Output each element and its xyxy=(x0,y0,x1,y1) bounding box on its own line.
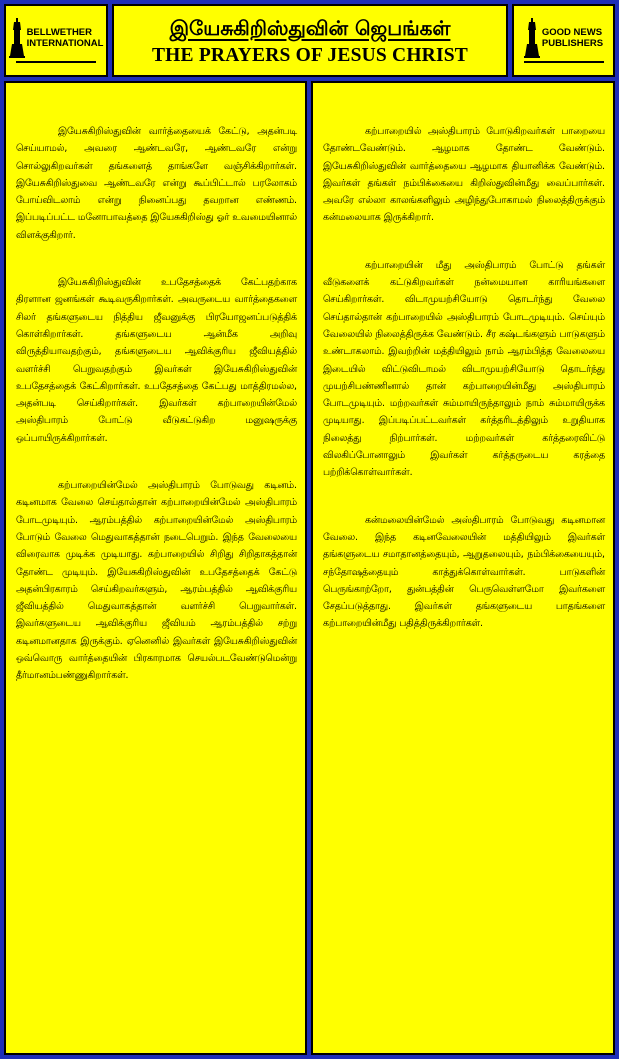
tower-icon xyxy=(524,18,540,58)
paragraph: இயேசுகிறிஸ்துவின் வார்த்தையைக் கேட்டு, அதன்படி செய்யாமல், அவரை ஆண்டவரே, ஆண்டவரே என்று சொல்லுகிறவர்கள் தங்களைத் தாங்களே வஞ்சிக்கிறார்கள். இயேசுகிறிஸ்துவை ஆண்டவரே என்று கூப்பிட்டால் பரலோகம் போய்விடலாம் என்று நினைப்பது தவறான எண்ணம். இப்படிப்பட்ட மனோபாவத்தை இயேசுகிறிஸ்து ஓர் உவமையினால் விளக்குகிறார். xyxy=(16,126,298,241)
right-logo-line1: GOOD NEWS xyxy=(541,27,603,38)
right-logo xyxy=(512,4,615,77)
page-title-english: THE PRAYERS OF JESUS CHRIST xyxy=(151,44,469,66)
page-title-tamil: இயேசுகிறிஸ்துவின் ஜெபங்கள் xyxy=(169,15,451,40)
right-logo-line2: PUBLISHERS xyxy=(541,38,604,49)
paragraph: கற்பாறையில் அஸ்திபாரம் போடுகிறவர்கள் பாறையை தோண்டவேண்டும். ஆழமாக தோண்ட வேண்டும். இயேசுகிறிஸ்துவின் வார்த்தையை ஆழமாக தியானிக்க வேண்டும். இவர்கள் தங்கள் நம்பிக்கையை கிறிஸ்துவின்மீது வைப்பார்கள். அவரே எல்லா காலங்களிலும் அழிந்துபோகாமல் நிலைத்திருக்கும் கன்மலையாக இருக்கிறார். xyxy=(323,126,605,224)
paragraph: இயேசுகிறிஸ்துவின் உபதேசத்தைக் கேட்பதற்காக திரளான ஜனங்கள் கூடிவருகிறார்கள். அவருடைய வார்த்தைகளை சிலர் தங்களுடைய நித்திய ஜீவனுக்கு பிரயோஜனப்படுத்திக் கொள்கிறார்கள். தங்களுடைய ஆன்மீக அறிவு விருத்தியாவதற்கும், தங்களுடைய ஆவிக்குரிய ஜீவியத்தில் வளர்ச்சி பெறுவதற்கும் இவர்கள் இயேசுகிறிஸ்துவின் உபதேசத்தைக் கேட்கிறார்கள். உபதேசத்தை கேட்பது மாத்திரமல்ல, அதன்படி செய்கிறார்கள். இவர்கள் கற்பாறையின்மேல் அஸ்திபாரம் போட்டு வீடுகட்டுகிற மனுஷருக்கு ஒப்பாயிருக்கிறார்கள். xyxy=(16,277,297,444)
logo-underline xyxy=(16,61,96,63)
right-column xyxy=(311,81,615,1055)
left-logo-line2: INTERNATIONAL xyxy=(26,38,104,49)
paragraph: கன்மலையின்மேல் அஸ்திபாரம் போடுவது கடினமான வேலை. இந்த கடினவேலையின் மத்தியிலும் இவர்கள் தங்களுடைய சமாதானத்தையும், ஆறுதலையும், நம்பிக்கையையும், சந்தோஷத்தையும் காத்துக்கொள்வார்கள். பாடுகளின் பெருங்காற்றோ, துன்பத்தின் பெருவெள்ளமோ இவர்களை சேதப்படுத்தாது. இவர்கள் தங்களுடைய பாதங்களை கற்பாறையின்மீது பதித்திருக்கிறார்கள். xyxy=(323,514,605,630)
paragraph: கற்பாறையின் மீது அஸ்திபாரம் போட்டு தங்கள் வீடுகளைக் கட்டுகிறவர்கள் நன்மையான காரியங்களை செய்கிறார்கள். விடாமுயற்சியோடு தொடர்ந்து வேலை செய்தால்தான் கற்பாறையில் அஸ்திபாரம் போடமுடியும். செய்யும் வேலையில் நிலைத்திருக்க வேண்டும். சீர கஷ்டங்களும் பாடுகளும் உண்டாகலாம். இவற்றின் மத்தியிலும் நாம் ஆரம்பித்த வேலையை இடையில் விட்டுவிடாமல் விடாமுயற்சியோடு தொடர்ந்து முயற்சிபண்ணினால் தான் கற்பாறையின்மீது அஸ்திபாரம் போடமுடியும். மற்றவர்கள் சும்மாயிருந்தாலும் நாம் சும்மாயிருக்க முடியாது. இப்படிப்பட்டவர்கள் கர்த்தரிடத்திலும் உறுதியாக நிலைத்து நிற்பார்கள். மற்றவர்கள் கர்த்தரைவிட்டு விலகிப்போனாலும் இவர்கள் கர்த்தருடைய கரத்தை பற்றிக்கொள்வார்கள். xyxy=(323,259,605,479)
logo-underline xyxy=(524,61,604,63)
left-logo-line1: BELLWETHER xyxy=(26,27,93,38)
page-title-box xyxy=(112,4,508,77)
paragraph: கற்பாறையின்மேல் அஸ்திபாரம் போடுவது கடினம். கடினமாக வேலை செய்தால்தான் கற்பாறையின்மேல் அஸ்திபாரம் போடமுடியும். ஆரம்பத்தில் கற்பாறையின்மேல் அஸ்திபாரம் போடும் வேலை மெதுவாகத்தான் நடைபெறும். இந்த வேலையை விரைவாக முடிக்க முடியாது. கற்பாறையில் சிறிது சிறிதாகத்தான் தோண்ட முடியும். இயேசுகிறிஸ்துவின் உபதேசத்தைக் கேட்டு அதன்பிரகாரம் செய்கிறவர்களும், ஆரம்பத்தில் ஆவிக்குரிய ஜீவியத்தில் மெதுவாகத்தான் வளர்ச்சி பெறுவார்கள். இவர்களுடைய ஆவிக்குரிய ஜீவியம் ஆரம்பத்தில் சற்று கடினமானதாக இருக்கும். ஏனெனில் இவர்கள் இயேசுகிறிஸ்துவின் ஒவ்வொரு வார்த்தையின் பிரகாரமாக செயல்படவேண்டுமென்று தீர்மானம்பண்ணுகிறார்கள். xyxy=(16,480,297,682)
left-logo xyxy=(4,4,108,77)
tower-icon xyxy=(9,18,25,58)
left-column xyxy=(4,81,307,1055)
